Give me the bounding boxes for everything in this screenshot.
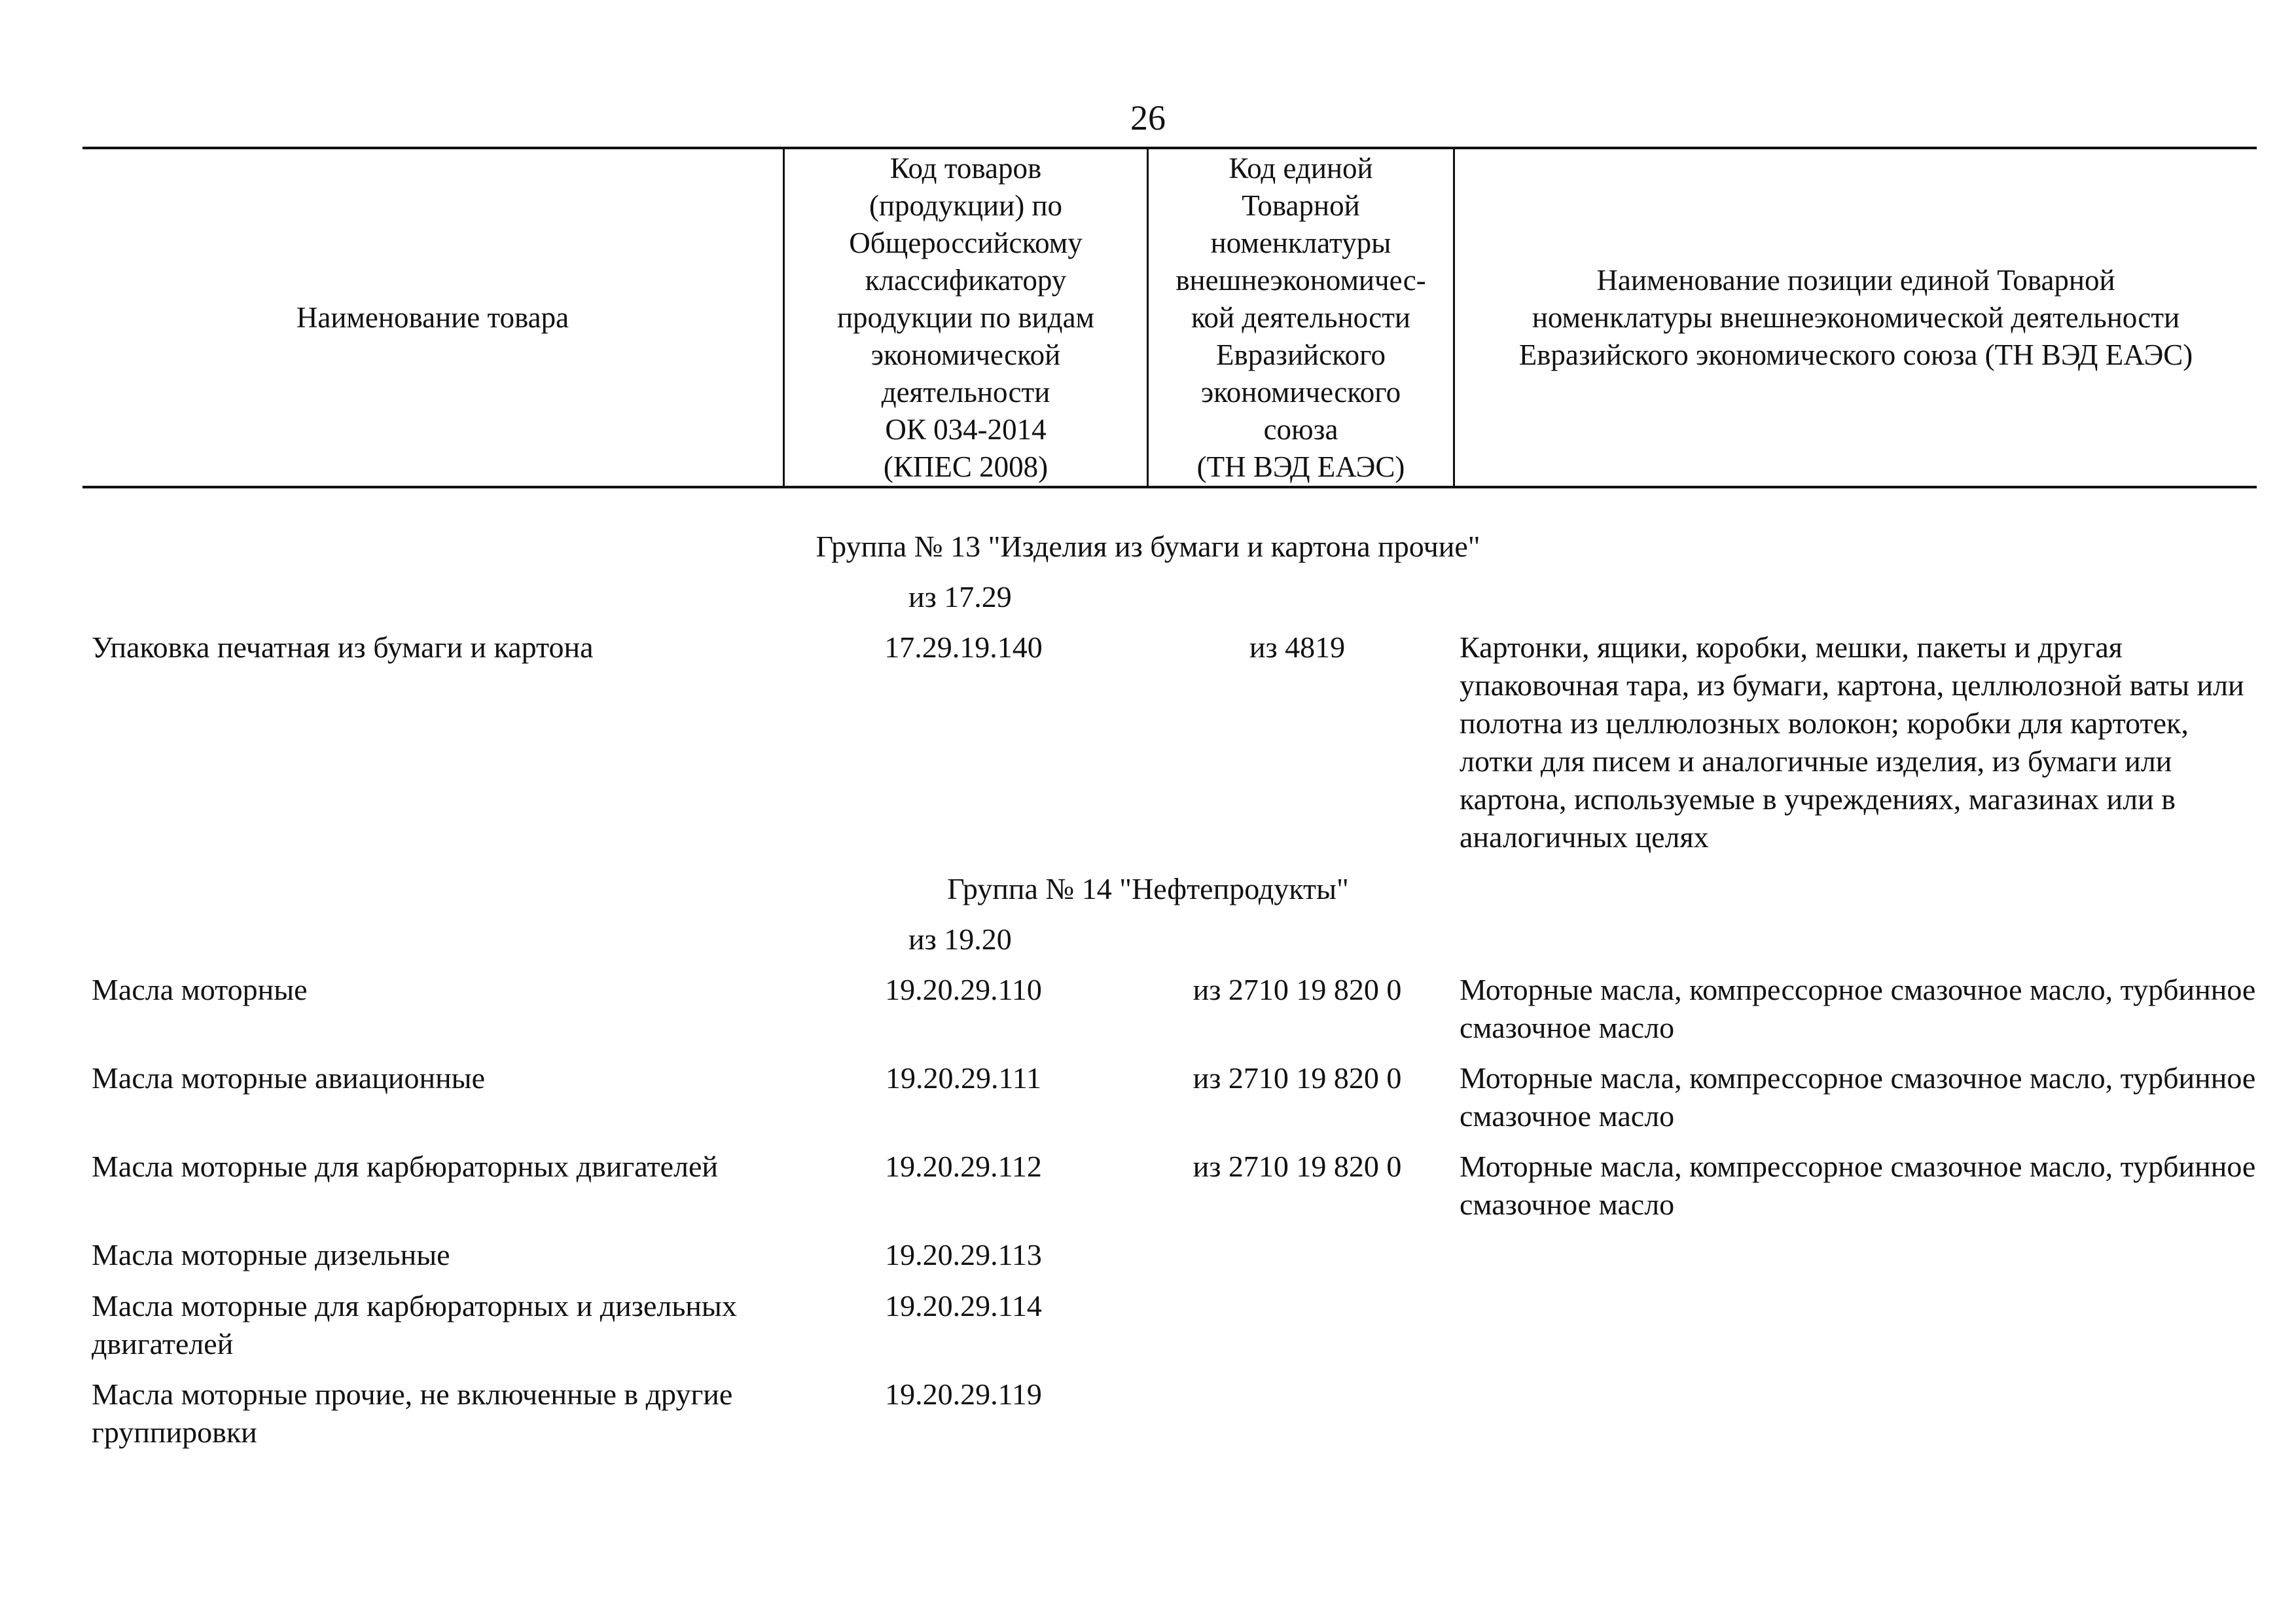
tnved-description: Моторные масла, компрессорное смазочное масло, турбинное смазочное масло xyxy=(1460,1061,2256,1133)
group-title: Группа № 14 "Нефтепродукты" xyxy=(947,872,1349,905)
okpd-code: 19.20.29.112 xyxy=(885,1150,1042,1183)
tnved-description: Моторные масла, компрессорное смазочное масло, турбинное смазочное масло xyxy=(1460,973,2256,1044)
page-number: 26 xyxy=(1130,98,1166,137)
okpd-code: 17.29.19.140 xyxy=(884,630,1043,664)
okpd-code: 19.20.29.119 xyxy=(885,1377,1042,1411)
okpd-code: 19.20.29.113 xyxy=(885,1238,1042,1271)
header-okpd-code: Код товаров (продукции) по Общероссийскому классификатору продукции по видам экономической деятельности ОК 034-2014 (КПЕС 2008) xyxy=(836,151,1095,483)
product-name: Масла моторные прочие, не включенные в другие группировки xyxy=(92,1377,733,1449)
header-tnved-position-name: Наименование позиции единой Товарной номенклатуры внешнеэкономической деятельности Евразийского экономического союза (ТН ВЭД ЕАЭС) xyxy=(1518,263,2193,371)
group-subcode: из 19.20 xyxy=(908,922,1012,956)
product-name: Масла моторные для карбюраторных и дизельных двигателей xyxy=(92,1289,737,1360)
tnved-code: из 2710 19 820 0 xyxy=(1193,1061,1402,1095)
product-name: Упаковка печатная из бумаги и картона xyxy=(92,630,594,664)
table-header-bottom-rule xyxy=(82,486,2257,488)
tnved-code: из 2710 19 820 0 xyxy=(1193,1150,1402,1183)
tnved-code: из 4819 xyxy=(1249,630,1346,664)
product-name: Масла моторные авиационные xyxy=(92,1061,486,1095)
product-name: Масла моторные для карбюраторных двигателей xyxy=(92,1150,718,1183)
tnved-code: из 2710 19 820 0 xyxy=(1193,973,1402,1006)
product-name: Масла моторные дизельные xyxy=(92,1238,450,1271)
group-subcode: из 17.29 xyxy=(908,580,1012,613)
header-tnved-code: Код единой Товарной номенклатуры внешнеэкономичес- кой деятельности Евразийского экономического союза (ТН ВЭД ЕАЭС) xyxy=(1175,151,1426,483)
okpd-code: 19.20.29.114 xyxy=(885,1289,1042,1322)
product-name: Масла моторные xyxy=(92,973,308,1006)
group-title: Группа № 13 "Изделия из бумаги и картона прочие" xyxy=(816,530,1480,563)
tnved-description: Моторные масла, компрессорное смазочное масло, турбинное смазочное масло xyxy=(1460,1150,2256,1221)
tnved-description: Картонки, ящики, коробки, мешки, пакеты и другая упаковочная тара, из бумаги, картона, целлюлозной ваты или полотна из целлюлозных волокон; коробки для картотек, лотки для писем и аналогичные изделия, из бумаги или картона, используемые в учреждениях, магазинах или в аналогичных целях xyxy=(1460,630,2244,854)
okpd-code: 19.20.29.110 xyxy=(885,973,1042,1006)
header-product-name: Наименование товара xyxy=(296,301,569,334)
okpd-code: 19.20.29.111 xyxy=(885,1061,1042,1095)
